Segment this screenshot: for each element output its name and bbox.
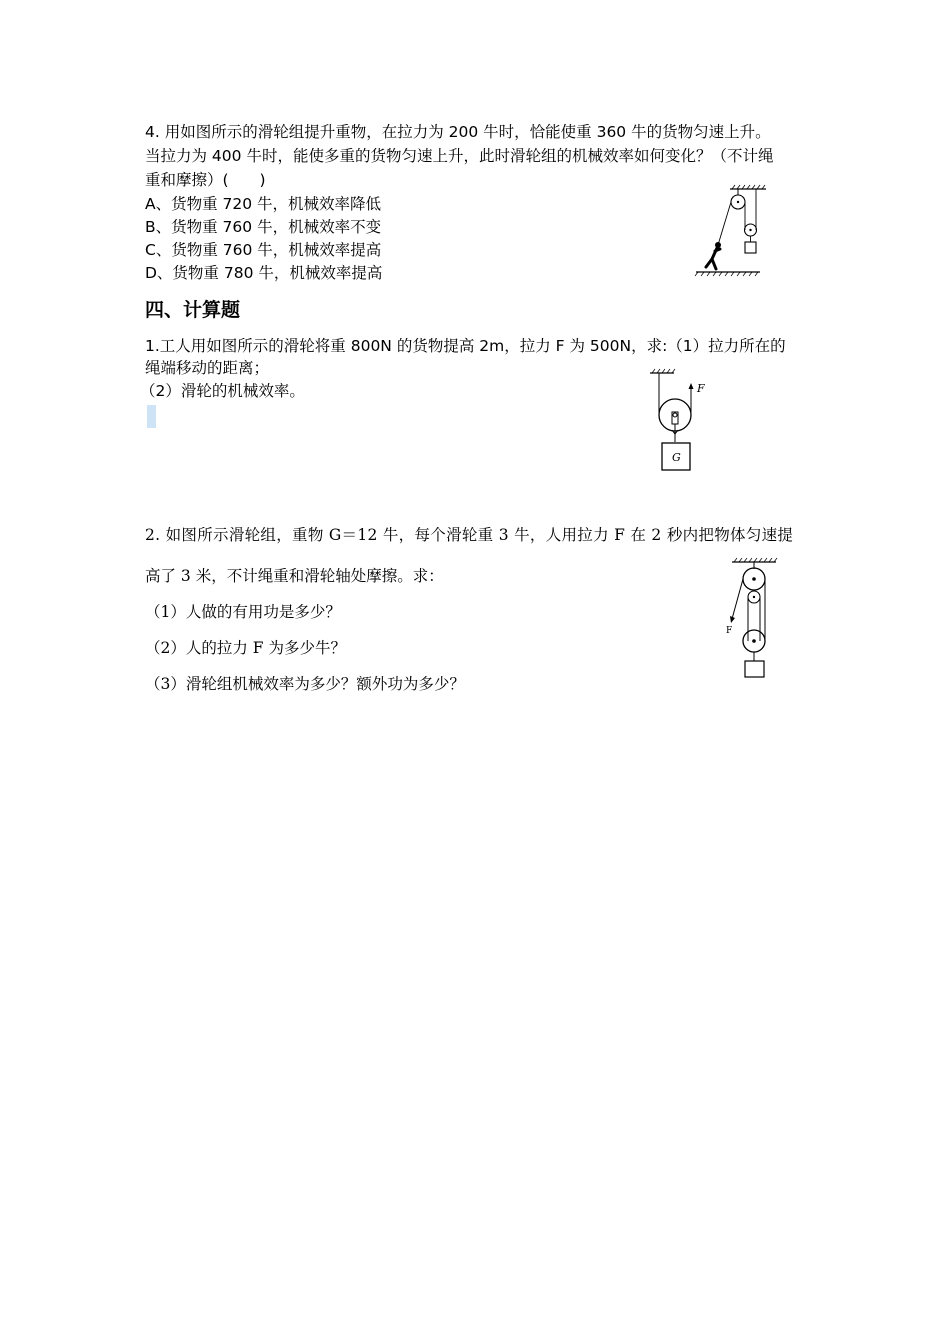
q4-line-1: 4. 用如图所示的滑轮组提升重物，在拉力为 200 牛时，恰能使重 360 牛的货物匀速上升。: [145, 123, 771, 141]
section-title: 四、计算题: [145, 299, 241, 321]
calc2-sub-1: （1）人做的有用功是多少？: [145, 603, 341, 621]
text-cursor-highlight: [147, 405, 156, 428]
calc1-pulley-figure: [648, 368, 718, 476]
q4-line-2: 当拉力为 400 牛时，能使多重的货物匀速上升，此时滑轮组的机械效率如何变化？（不计绳: [145, 147, 774, 165]
calc2-sub-3: （3）滑轮组机械效率为多少？额外功为多少？: [145, 675, 465, 693]
q4-pulley-figure: [690, 185, 770, 280]
calc1-line-2: 绳端移动的距离；: [145, 359, 270, 377]
calc1-force-label: F: [697, 382, 705, 395]
calc2-force-label: F: [726, 626, 733, 636]
q4-option-a: A、货物重 720 牛，机械效率降低: [145, 195, 382, 213]
q4-option-b: B、货物重 760 牛，机械效率不变: [145, 218, 382, 236]
calc1-line-3: （2）滑轮的机械效率。: [140, 382, 305, 400]
calc1-line-1: 1.工人用如图所示的滑轮将重 800N 的货物提高 2m，拉力 F 为 500N，求:（1）拉力所在的: [145, 337, 786, 355]
calc2-pulley-figure: [718, 557, 780, 683]
calc1-weight-label: G: [672, 451, 681, 464]
calc2-line-2: 高了 3 米，不计绳重和滑轮轴处摩擦。求：: [145, 567, 444, 585]
q4-line-3: 重和摩擦）( ): [145, 171, 266, 189]
q4-option-c: C、货物重 760 牛，机械效率提高: [145, 241, 382, 259]
calc2-sub-2: （2）人的拉力 F 为多少牛？: [145, 639, 346, 657]
calc2-line-1: 2. 如图所示滑轮组，重物 G＝12 牛，每个滑轮重 3 牛，人用拉力 F 在 2 秒内把物体匀速提: [145, 526, 794, 544]
q4-option-d: D、货物重 780 牛，机械效率提高: [145, 264, 383, 282]
